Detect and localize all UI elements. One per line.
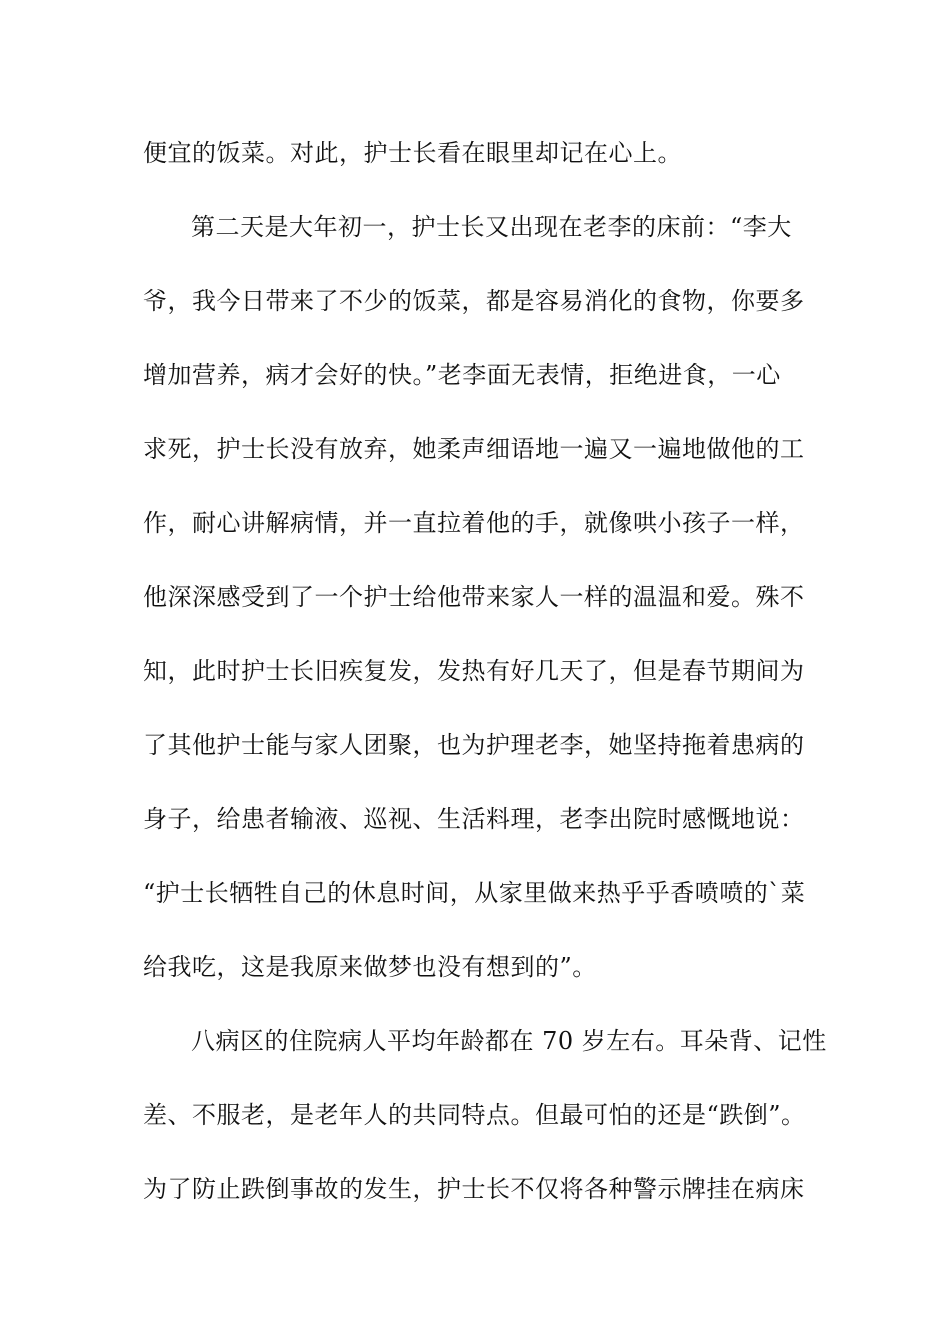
text-line-7: 他深深感受到了一个护士给他带来家人一样的温温和爱。殊不 — [143, 583, 805, 611]
text-line-4: 增加营养，病才会好的快。”老李面无表情，拒绝进食，一心 — [143, 361, 781, 389]
text-line-12: 给我吃，这是我原来做梦也没有想到的”。 — [143, 953, 597, 981]
text-line-1: 便宜的饭菜。对此，护士长看在眼里却记在心上。 — [143, 139, 682, 167]
text-line-14: 差、不服老，是老年人的共同特点。但最可怕的还是“跌倒”。 — [143, 1101, 806, 1129]
text-line-8: 知，此时护士长旧疾复发，发热有好几天了，但是春节期间为 — [143, 657, 805, 685]
text-line-6: 作，耐心讲解病情，并一直拉着他的手，就像哄小孩子一样， — [143, 509, 805, 537]
text-line-10: 身子，给患者输液、巡视、生活料理，老李出院时感慨地说： — [143, 805, 805, 833]
text-line-15: 为了防止跌倒事故的发生，护士长不仅将各种警示牌挂在病床 — [143, 1175, 805, 1203]
text-line-2: 第二天是大年初一，护士长又出现在老李的床前：“李大 — [191, 213, 792, 241]
text-line-9: 了其他护士能与家人团聚，也为护理老李，她坚持拖着患病的 — [143, 731, 805, 759]
text-line-3: 爷，我今日带来了不少的饭菜，都是容易消化的食物，你要多 — [143, 287, 805, 315]
text-line-11: “护士长牺牲自己的休息时间，从家里做来热乎乎香喷喷的`菜 — [143, 879, 806, 907]
text-line-13: 八病区的住院病人平均年龄都在 70 岁左右。耳朵背、记性 — [191, 1027, 827, 1055]
text-line-5: 求死，护士长没有放弃，她柔声细语地一遍又一遍地做他的工 — [143, 435, 805, 463]
